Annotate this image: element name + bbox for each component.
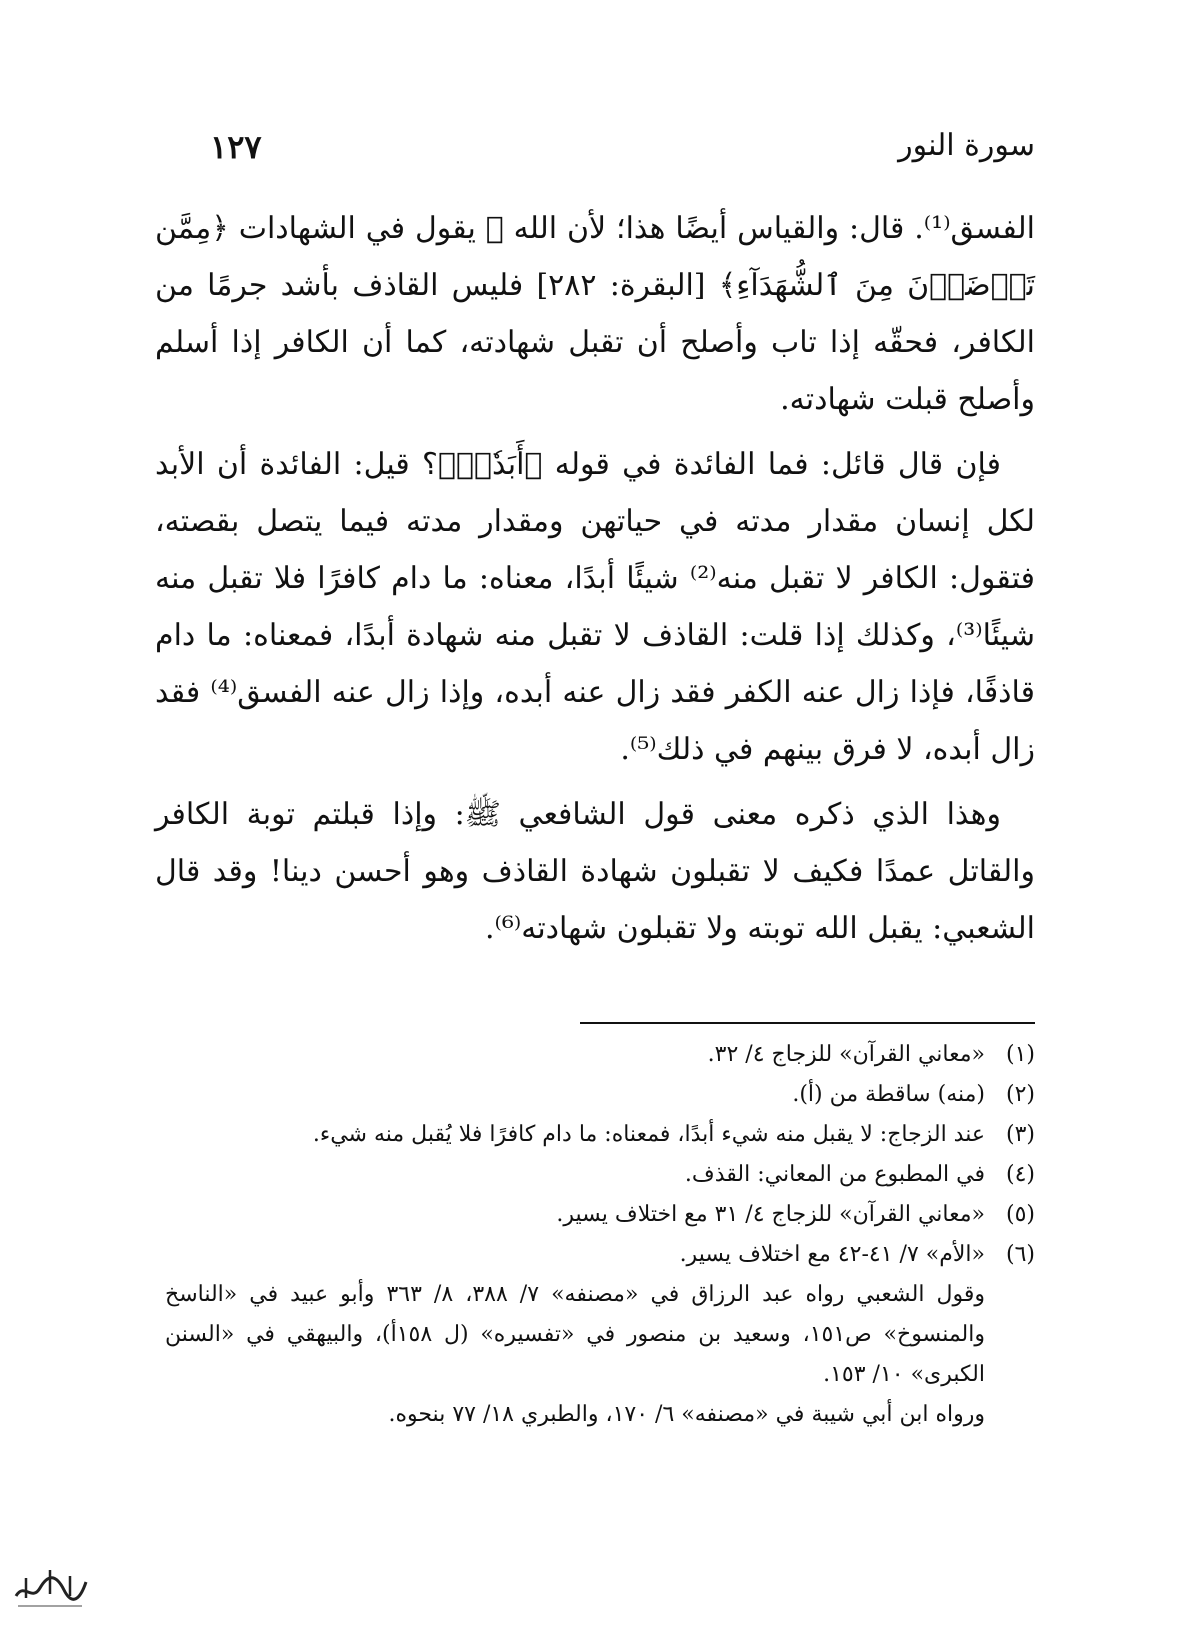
footnote	[165, 1115, 1035, 1155]
main-text	[155, 200, 1035, 965]
footnote	[165, 1235, 1035, 1275]
footnote-continuation-1: وقول الشعبي رواه عبد الرزاق في «مصنفه» ٧/ ٣٨٨، ٨/ ٣٦٣ وأبو عبيد في «الناسخ والمنسوخ» ص١٥١، وسعيد بن منصور في «تفسيره» (ل ١٥٨أ)، والبيهقي في «السنن الكبرى» ١٠/ ١٥٣.	[165, 1282, 985, 1387]
page-header	[210, 128, 1035, 178]
surah-title: سورة النور	[898, 128, 1035, 163]
page-number: ١٢٧	[210, 128, 262, 166]
footnote-continuation-2: ورواه ابن أبي شيبة في «مصنفه» ٦/ ١٧٠، والطبري ١٨/ ٧٧ بنحوه.	[388, 1402, 985, 1427]
paragraph-1: الفسق⁽¹⁾. قال: والقياس أيضًا هذا؛ لأن الله ﷻ يقول في الشهادات ﴿مِمَّن تَرۡضَوۡنَ مِنَ ٱلشُّهَدَآءِ﴾ [البقرة: ٢٨٢] فليس القاذف بأشد جرمًا من الكافر، فحقّه إذا تاب وأصلح أن تقبل شهادته، كما أن الكافر إذا أسلم وأصلح قبلت شهادته.	[155, 211, 1035, 417]
footnote-number: (٥)	[1005, 1202, 1035, 1227]
footnote-text: عند الزجاج: لا يقبل منه شيء أبدًا، فمعناه: ما دام كافرًا فلا يُقبل منه شيء.	[312, 1122, 985, 1147]
publisher-logo	[10, 1552, 90, 1612]
footnote-text: (منه) ساقطة من (أ).	[792, 1082, 985, 1107]
footnote-text: «معاني القرآن» للزجاج ٤/ ٣١ مع اختلاف يسير.	[556, 1202, 985, 1227]
footnote	[165, 1195, 1035, 1235]
paragraph-3: وهذا الذي ذكره معنى قول الشافعي ﷺ: وإذا قبلتم توبة الكافر والقاتل عمدًا فكيف لا تقبلون شهادة القاذف وهو أحسن دينا! وقد قال الشعبي: يقبل الله توبته ولا تقبلون شهادته⁽⁶⁾.	[155, 797, 1035, 946]
footnotes	[165, 1035, 1035, 1435]
footnote-divider	[580, 1022, 1035, 1024]
footnote	[165, 1075, 1035, 1115]
footnote-number: (١)	[1005, 1042, 1035, 1067]
footnote-number: (٣)	[1005, 1122, 1035, 1147]
paragraph-2: فإن قال قائل: فما الفائدة في قوله ﴿أَبَدٗاۚ﴾؟ قيل: الفائدة أن الأبد لكل إنسان مقدار مدته في حياتهن ومقدار مدته فيما يتصل بقصته، فتقول: الكافر لا تقبل منه⁽²⁾ شيئًا أبدًا، معناه: ما دام كافرًا فلا تقبل منه شيئًا⁽³⁾، وكذلك إذا قلت: القاذف لا تقبل منه شهادة أبدًا، فمعناه: ما دام قاذفًا، فإذا زال عنه الكفر فقد زال عنه أبده، وإذا زال عنه الفسق⁽⁴⁾ فقد زال أبده، لا فرق بينهم في ذلك⁽⁵⁾.	[155, 447, 1035, 767]
footnote	[165, 1155, 1035, 1195]
footnote-number: (٢)	[1005, 1082, 1035, 1107]
footnote-text: «الأم» ٧/ ٤١-٤٢ مع اختلاف يسير.	[679, 1242, 985, 1267]
footnote-text: في المطبوع من المعاني: القذف.	[684, 1162, 985, 1187]
footnote	[165, 1035, 1035, 1075]
footnote-number: (٦)	[1005, 1242, 1035, 1267]
footnote-text: «معاني القرآن» للزجاج ٤/ ٣٢.	[707, 1042, 985, 1067]
footnote-number: (٤)	[1005, 1162, 1035, 1187]
